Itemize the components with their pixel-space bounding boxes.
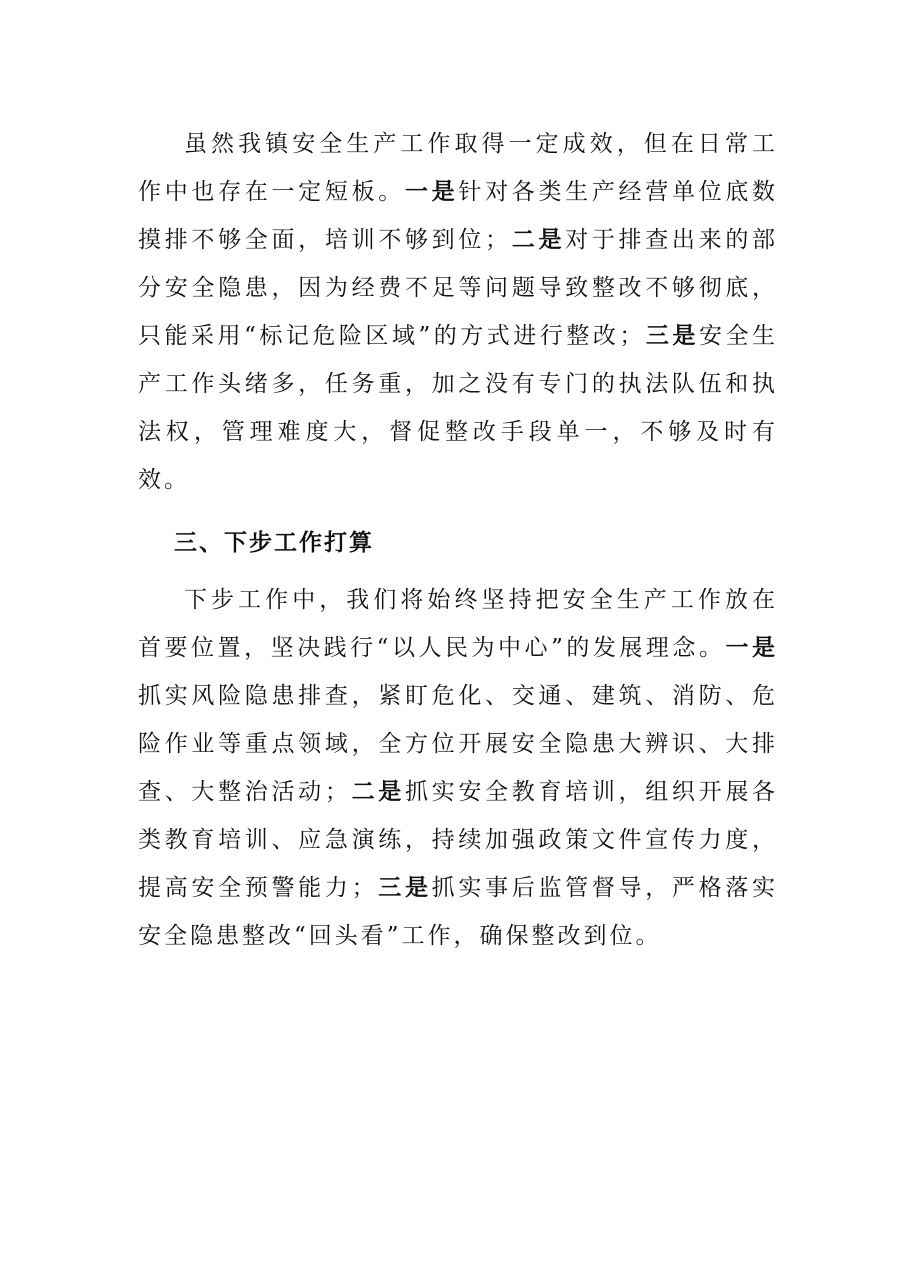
bold-marker-first: 一是 (725, 635, 778, 661)
section-heading: 三、下步工作打算 (174, 530, 374, 556)
bold-marker-first: 一是 (404, 179, 459, 205)
text-run: 虽然我镇安全生产工作取得一定成效，但在日常工作中也存在一定短板。 (138, 131, 778, 205)
bold-marker-third: 三是 (645, 323, 699, 349)
text-run: 抓实事后监管督导，严格落实安全隐患整改“回头看”工作，确保整改到位。 (138, 875, 779, 949)
bold-marker-third: 三是 (377, 875, 432, 901)
text-run: 抓实风险隐患排查，紧盯危化、交通、建筑、消防、危险作业等重点领域，全方位开展安全隐患大辨识、大排查、大整治活动； (138, 683, 778, 805)
paragraph-shortcomings (138, 120, 778, 504)
text-run: 下步工作中，我们将始终坚持把安全生产工作放在首要位置，坚决践行“以人民为中心”的发展理念。 (138, 587, 778, 661)
text-run: 抓实安全教育培训，组织开展各类教育培训、应急演练，持续加强政策文件宣传力度，提高安全预警能力； (138, 779, 779, 901)
bold-marker-second: 二是 (350, 779, 405, 805)
document-body (138, 120, 778, 960)
bold-marker-second: 二是 (511, 227, 566, 253)
text-run: 安全生产工作头绪多，任务重，加之没有专门的执法队伍和执法权，管理难度大，督促整改手段单一，不够及时有效。 (138, 323, 778, 493)
paragraph-next-steps (138, 576, 778, 960)
text-run: 针对各类生产经营单位底数摸排不够全面，培训不够到位； (138, 179, 779, 253)
text-run: 对于排查出来的部分安全隐患，因为经费不足等问题导致整改不够彻底，只能采用“标记危险区域”的方式进行整改； (138, 227, 779, 349)
